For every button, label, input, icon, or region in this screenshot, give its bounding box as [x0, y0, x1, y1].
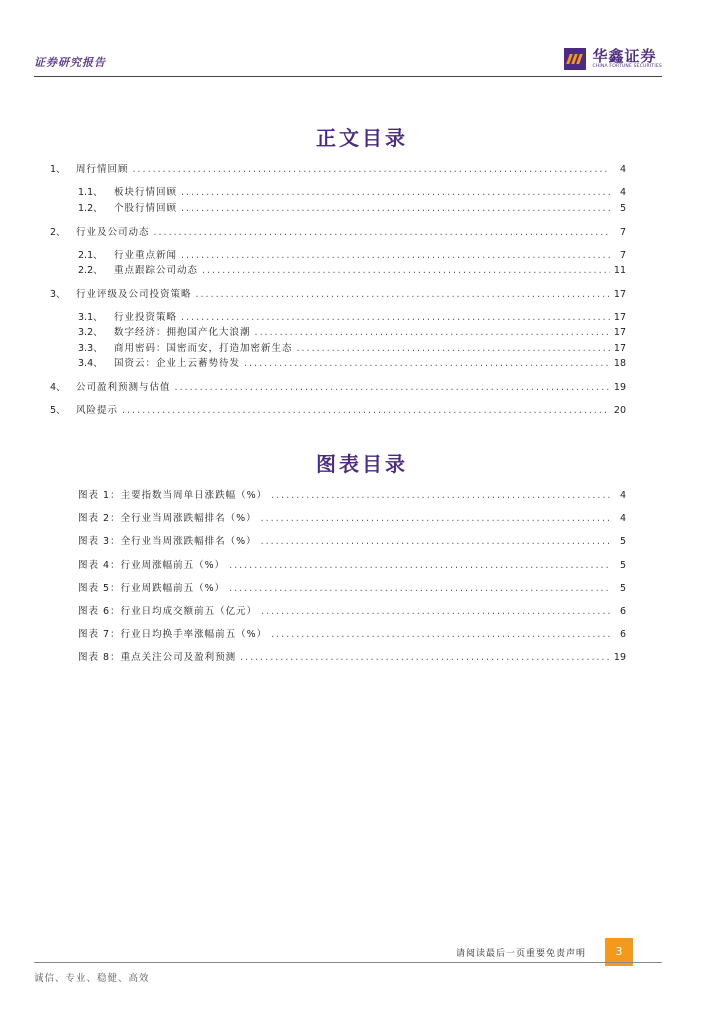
toc-entry[interactable]: [50, 379, 626, 393]
toc-entry-label: 图表 8：重点关注公司及盈利预测: [78, 652, 237, 664]
toc-entry-number: 3.2、: [78, 327, 103, 338]
toc-entry-number: 3.1、: [78, 312, 103, 323]
toc-dot-leader: [271, 490, 610, 501]
toc-entry-page: 5: [619, 559, 626, 571]
toc-entry-label: 图表 5：行业周跌幅前五（%）: [78, 582, 226, 594]
toc-dot-leader: [240, 652, 610, 663]
toc-entry-page: 6: [619, 629, 626, 641]
toc-entry-page: 17: [613, 327, 626, 338]
toc-entry-page: 20: [613, 405, 626, 416]
toc-entry[interactable]: [78, 200, 626, 214]
toc-entry-label: 行业及公司动态: [76, 227, 150, 238]
toc-entry-page: 4: [619, 187, 626, 198]
toc-entry-number: 1、: [50, 164, 66, 175]
toc-entry[interactable]: [78, 309, 626, 323]
toc-entry-number: 2.1、: [78, 250, 103, 261]
toc-entry-label: 公司盈利预测与估值: [76, 382, 171, 393]
toc-entry-number: 3.3、: [78, 343, 103, 354]
toc-entry-number: 2.2、: [78, 265, 103, 276]
toc-entry-label: 商用密码：国密而安，打造加密新生态: [114, 343, 293, 354]
toc-dot-leader: [196, 289, 610, 300]
toc-entry-page: 4: [619, 513, 626, 525]
toc-dot-leader: [122, 405, 610, 416]
toc-entry[interactable]: [50, 286, 626, 300]
toc-entry-page: 7: [619, 227, 626, 238]
toc-entry-number: 5、: [50, 405, 66, 416]
toc-entry[interactable]: [50, 402, 626, 416]
toc-entry-label: 数字经济：拥抱国产化大浪潮: [114, 327, 251, 338]
toc-entry[interactable]: [78, 247, 626, 261]
toc-entry-label: 板块行情回顾: [114, 187, 178, 198]
toc-entry-number: 1.2、: [78, 203, 103, 214]
toc-entry-page: 18: [613, 358, 626, 369]
page-number-badge: 3: [605, 938, 633, 966]
toc-entry-label: 风险提示: [76, 405, 119, 416]
footer-divider: [34, 962, 662, 963]
toc-dot-leader: [261, 536, 610, 547]
toc-entry-page: 4: [619, 490, 626, 501]
toc-entry-label: 图表 3：全行业当周涨跌幅排名（%）: [78, 536, 257, 548]
toc-entry-page: 5: [619, 536, 626, 548]
footer-motto: 诚信、专业、稳健、高效: [34, 973, 150, 984]
toc-entry-label: 国资云：企业上云蓄势待发: [114, 358, 241, 369]
toc-dot-leader: [202, 265, 610, 276]
toc-entry-number: 3.4、: [78, 358, 103, 369]
toc-entry-page: 6: [619, 606, 626, 617]
toc-entry-label: 重点跟踪公司动态: [114, 265, 199, 276]
toc-entry[interactable]: [78, 487, 626, 501]
toc-entry-page: 17: [613, 289, 626, 300]
toc-entry[interactable]: [78, 603, 626, 617]
toc-entry-label: 图表 2：全行业当周涨跌幅排名（%）: [78, 513, 257, 525]
toc-entry-label: 图表 6：行业日均成交额前五（亿元）: [78, 606, 258, 617]
toc-dot-leader: [255, 327, 610, 338]
toc-entry-number: 2、: [50, 227, 66, 238]
toc-entry[interactable]: [78, 184, 626, 198]
logo-chinese-name: 华鑫证券: [592, 47, 657, 65]
toc-entry-page: 4: [619, 164, 626, 175]
toc-dot-leader: [133, 164, 610, 175]
toc-dot-leader: [181, 312, 610, 323]
toc-entry[interactable]: [78, 626, 626, 640]
toc-entry-number: 1.1、: [78, 187, 103, 198]
toc-entry-page: 17: [613, 312, 626, 323]
toc-entry-number: 4、: [50, 382, 66, 393]
toc-entry-page: 17: [613, 343, 626, 354]
toc-dot-leader: [271, 629, 610, 640]
toc-entry[interactable]: [78, 355, 626, 369]
logo-english-name: CHINA FORTUNE SECURITIES: [592, 64, 662, 69]
toc-entry[interactable]: [50, 224, 626, 238]
disclaimer-note: 请阅读最后一页重要免责声明: [456, 949, 587, 959]
toc-entry-page: 19: [613, 382, 626, 393]
toc-entry-label: 行业投资策略: [114, 312, 178, 323]
toc-entry-label: 个股行情回顾: [114, 203, 178, 214]
toc-dot-leader: [244, 358, 610, 369]
toc-entry-label: 图表 4：行业周涨幅前五（%）: [78, 559, 226, 571]
toc-dot-leader: [229, 583, 610, 594]
chart-toc-title: 图表目录: [316, 452, 408, 476]
logo-mark-icon: [564, 48, 586, 70]
toc-dot-leader: [261, 513, 610, 524]
toc-entry-page: 11: [613, 265, 626, 276]
toc-entry-label: 图表 1：主要指数当周单日涨跌幅（%）: [78, 490, 268, 501]
report-type-label: 证券研究报告: [34, 56, 106, 69]
toc-dot-leader: [181, 250, 610, 261]
toc-entry-label: 行业评级及公司投资策略: [76, 289, 192, 300]
toc-entry[interactable]: [78, 340, 626, 354]
main-toc-title: 正文目录: [316, 126, 408, 150]
toc-entry[interactable]: [78, 557, 626, 571]
company-logo: [564, 46, 662, 72]
page-header: [34, 44, 662, 77]
toc-entry-label: 图表 7：行业日均换手率涨幅前五（%）: [78, 629, 268, 641]
toc-entry[interactable]: [78, 510, 626, 524]
toc-dot-leader: [229, 560, 610, 571]
toc-dot-leader: [181, 187, 610, 198]
toc-entry-label: 行业重点新闻: [114, 250, 178, 261]
toc-entry[interactable]: [78, 262, 626, 276]
toc-entry[interactable]: [78, 649, 626, 663]
toc-entry-page: 5: [619, 203, 626, 214]
toc-entry[interactable]: [78, 533, 626, 547]
toc-dot-leader: [261, 606, 610, 617]
toc-entry-page: 7: [619, 250, 626, 261]
toc-entry-label: 周行情回顾: [76, 164, 129, 175]
toc-entry[interactable]: [78, 580, 626, 594]
toc-dot-leader: [181, 203, 610, 214]
toc-entry-page: 5: [619, 582, 626, 594]
toc-entry-number: 3、: [50, 289, 66, 300]
toc-dot-leader: [175, 382, 610, 393]
toc-entry[interactable]: [50, 161, 626, 175]
toc-dot-leader: [297, 343, 610, 354]
toc-dot-leader: [154, 227, 610, 238]
toc-entry-page: 19: [613, 652, 626, 664]
toc-entry[interactable]: [78, 324, 626, 338]
